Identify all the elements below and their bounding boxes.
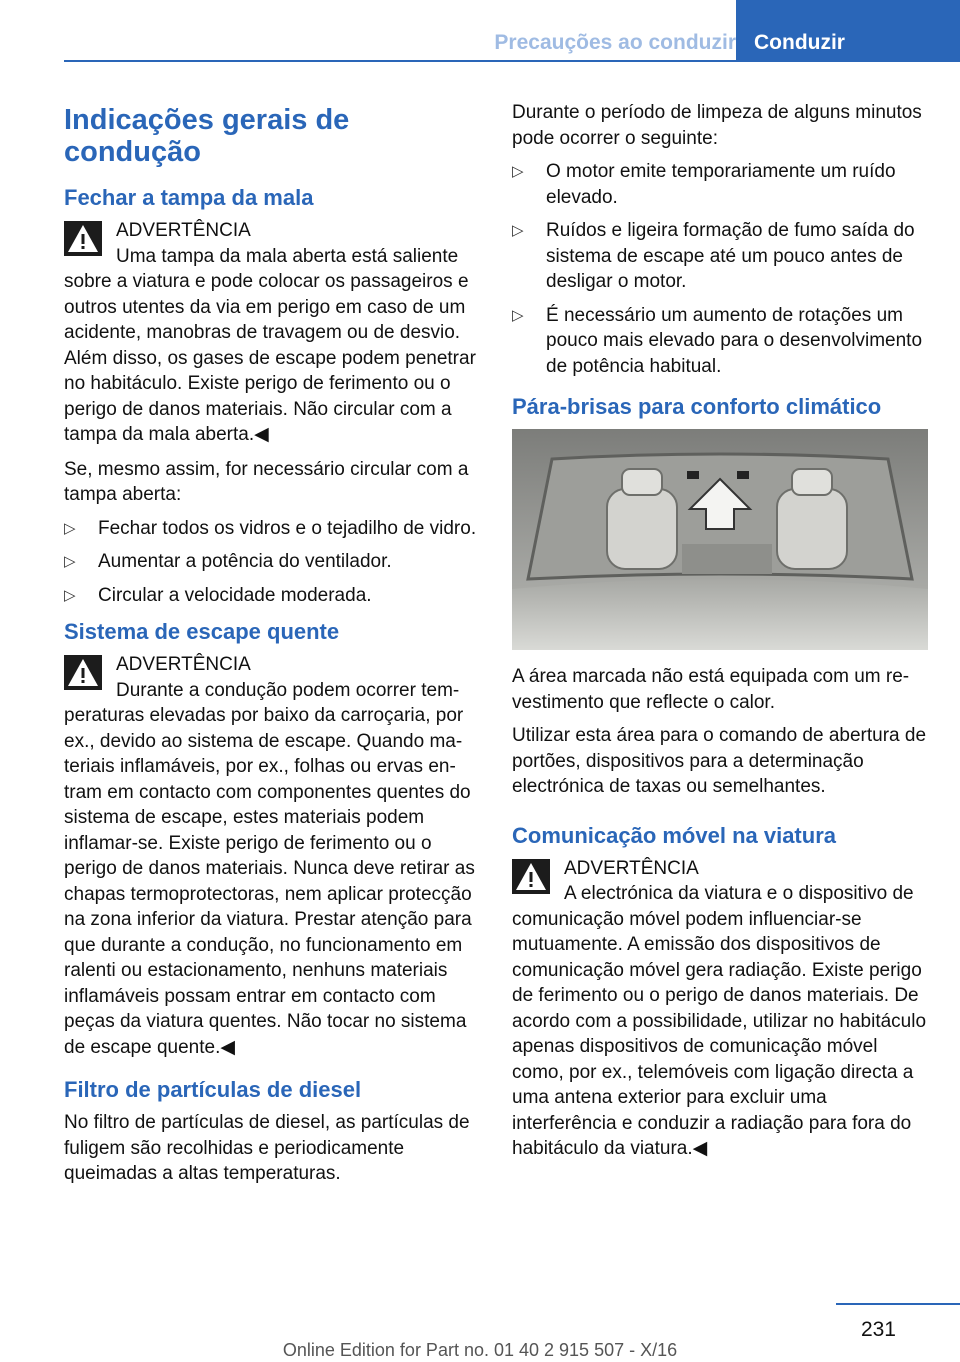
page-number: 231 [860,1318,896,1341]
diesel-text: No filtro de partículas de diesel, as partículas de fuligem são recolhidas e periodicamente queimadas a altas temperaturas. [64,1112,470,1184]
list-item: ▷ O motor emite temporariamente um ruído elevado. [512,161,896,208]
diesel-heading: Filtro de partículas de diesel [64,1077,362,1102]
windshield-heading: Pára-brisas para conforto climático [512,394,882,419]
list-item: ▷ Ruídos e ligeira formação de fumo saída do sistema de escape até um pouco antes de desligar o motor. [512,220,915,292]
trunk-intro: Se, mesmo assim, for necessário circular com a tampa aberta: [64,458,469,505]
triangle-right-icon: ▷ [512,163,524,180]
cleaning-intro: Durante o período de limpeza de alguns minutos pode ocorrer o seguinte: [512,102,922,149]
warning-triangle-icon [64,655,102,690]
warning-label: ADVERTÊNCIA [564,857,699,879]
triangle-right-icon: ▷ [512,306,524,324]
page-header [0,0,960,62]
warning-text: A electrónica da viatura e o dispositivo de comunicação móvel podem influenciar-se mutuamente. A emissão dos dispositivos de comunicação móvel gera radiação. Existe perigo de ferimento ou o perigo de danos materiais. De acordo com a possibilidade, utilizar no habitáculo apenas dispositivos de comunicação móvel como, por ex., telemóveis com ligação directa a uma antena exterior para excluir uma interferência e conduzir a radiação para fora do habitáculo da viatura.◀ [512,883,927,1159]
triangle-right-icon: ▷ [512,222,524,239]
windshield-text-2: Utilizar esta área para o comando de abertura de portões, dispositivos para a determinação electrónica de taxas ou semelhantes. [512,725,927,797]
triangle-right-icon: ▷ [64,553,76,570]
cleaning-list [512,159,928,379]
warning-text: Durante a condução podem ocorrer temperaturas elevadas por baixo da carroçaria, por ex., devido ao sistema de escape. Quando materiais inflamáveis, por ex., folhas ou ervas entram em contacto com componentes quentes do sistema de escape, estes materiais podem inflamar-se. Existe perigo de ferimento ou o perigo de danos materiais. Nunca deve retirar as chapas termoprotectoras, nem aplicar protecção na zona inferior da viatura. Prestar atenção para que durante a condução, no funcionamento em ralenti ou estacionamento, nenhuns materiais inflamáveis possam entrar em contacto com peças da viatura quentes. Não tocar no sistema de escape quente.◀ [64,679,475,1058]
list-item: ▷ Fechar todos os vidros e o tejadilho de vidro. [64,516,482,542]
edition-footer: Online Edition for Part no. 01 40 2 915 507 - X/16 [282,1340,678,1360]
page-title: Indicações gerais de condução [64,104,350,168]
section-tab: Precauções ao conduzir [494,31,736,54]
triangle-right-icon: ▷ [64,586,76,604]
windshield-photo [512,429,928,650]
warning-label: ADVERTÊNCIA [116,654,251,675]
warning-label: ADVERTÊNCIA [116,220,251,241]
trunk-list [64,516,482,609]
list-item: ▷ Circular a velocidade moderada. [64,583,482,609]
list-item: ▷ É necessário um aumento de rotações um pouco mais elevado para o desenvolvimento de potência habitual. [512,304,923,377]
trunk-heading: Fechar a tampa da mala [64,185,314,210]
list-item: ▷ Aumentar a potência do ventilador. [64,549,482,575]
right-column [512,100,928,1171]
footer-rule [836,1303,960,1305]
mobile-heading: Comunicação móvel na viatura [512,822,836,848]
warning-triangle-icon [512,859,550,894]
chapter-tab: Conduzir [736,0,960,62]
mobile-warning [512,856,928,1162]
trunk-warning [64,218,482,448]
exhaust-warning [64,652,482,1060]
exhaust-heading: Sistema de escape quente [64,619,340,644]
windshield-text-1: A área marcada não está equipada com um revestimento que reflecte o calor. [512,666,910,713]
warning-triangle-icon [64,221,102,256]
warning-text: Uma tampa da mala aberta está saliente sobre a viatura e pode colocar os passageiros e outros utentes da via em perigo em caso de um acidente, manobras de travagem ou de desvio. Além disso, os gases de escape podem penetrar no habitáculo. Existe perigo de ferimento ou o perigo de danos materiais. Não circular com a tampa da mala aberta.◀ [64,245,476,445]
left-column [64,100,482,1195]
triangle-right-icon: ▷ [64,519,76,537]
header-rule [64,60,960,62]
